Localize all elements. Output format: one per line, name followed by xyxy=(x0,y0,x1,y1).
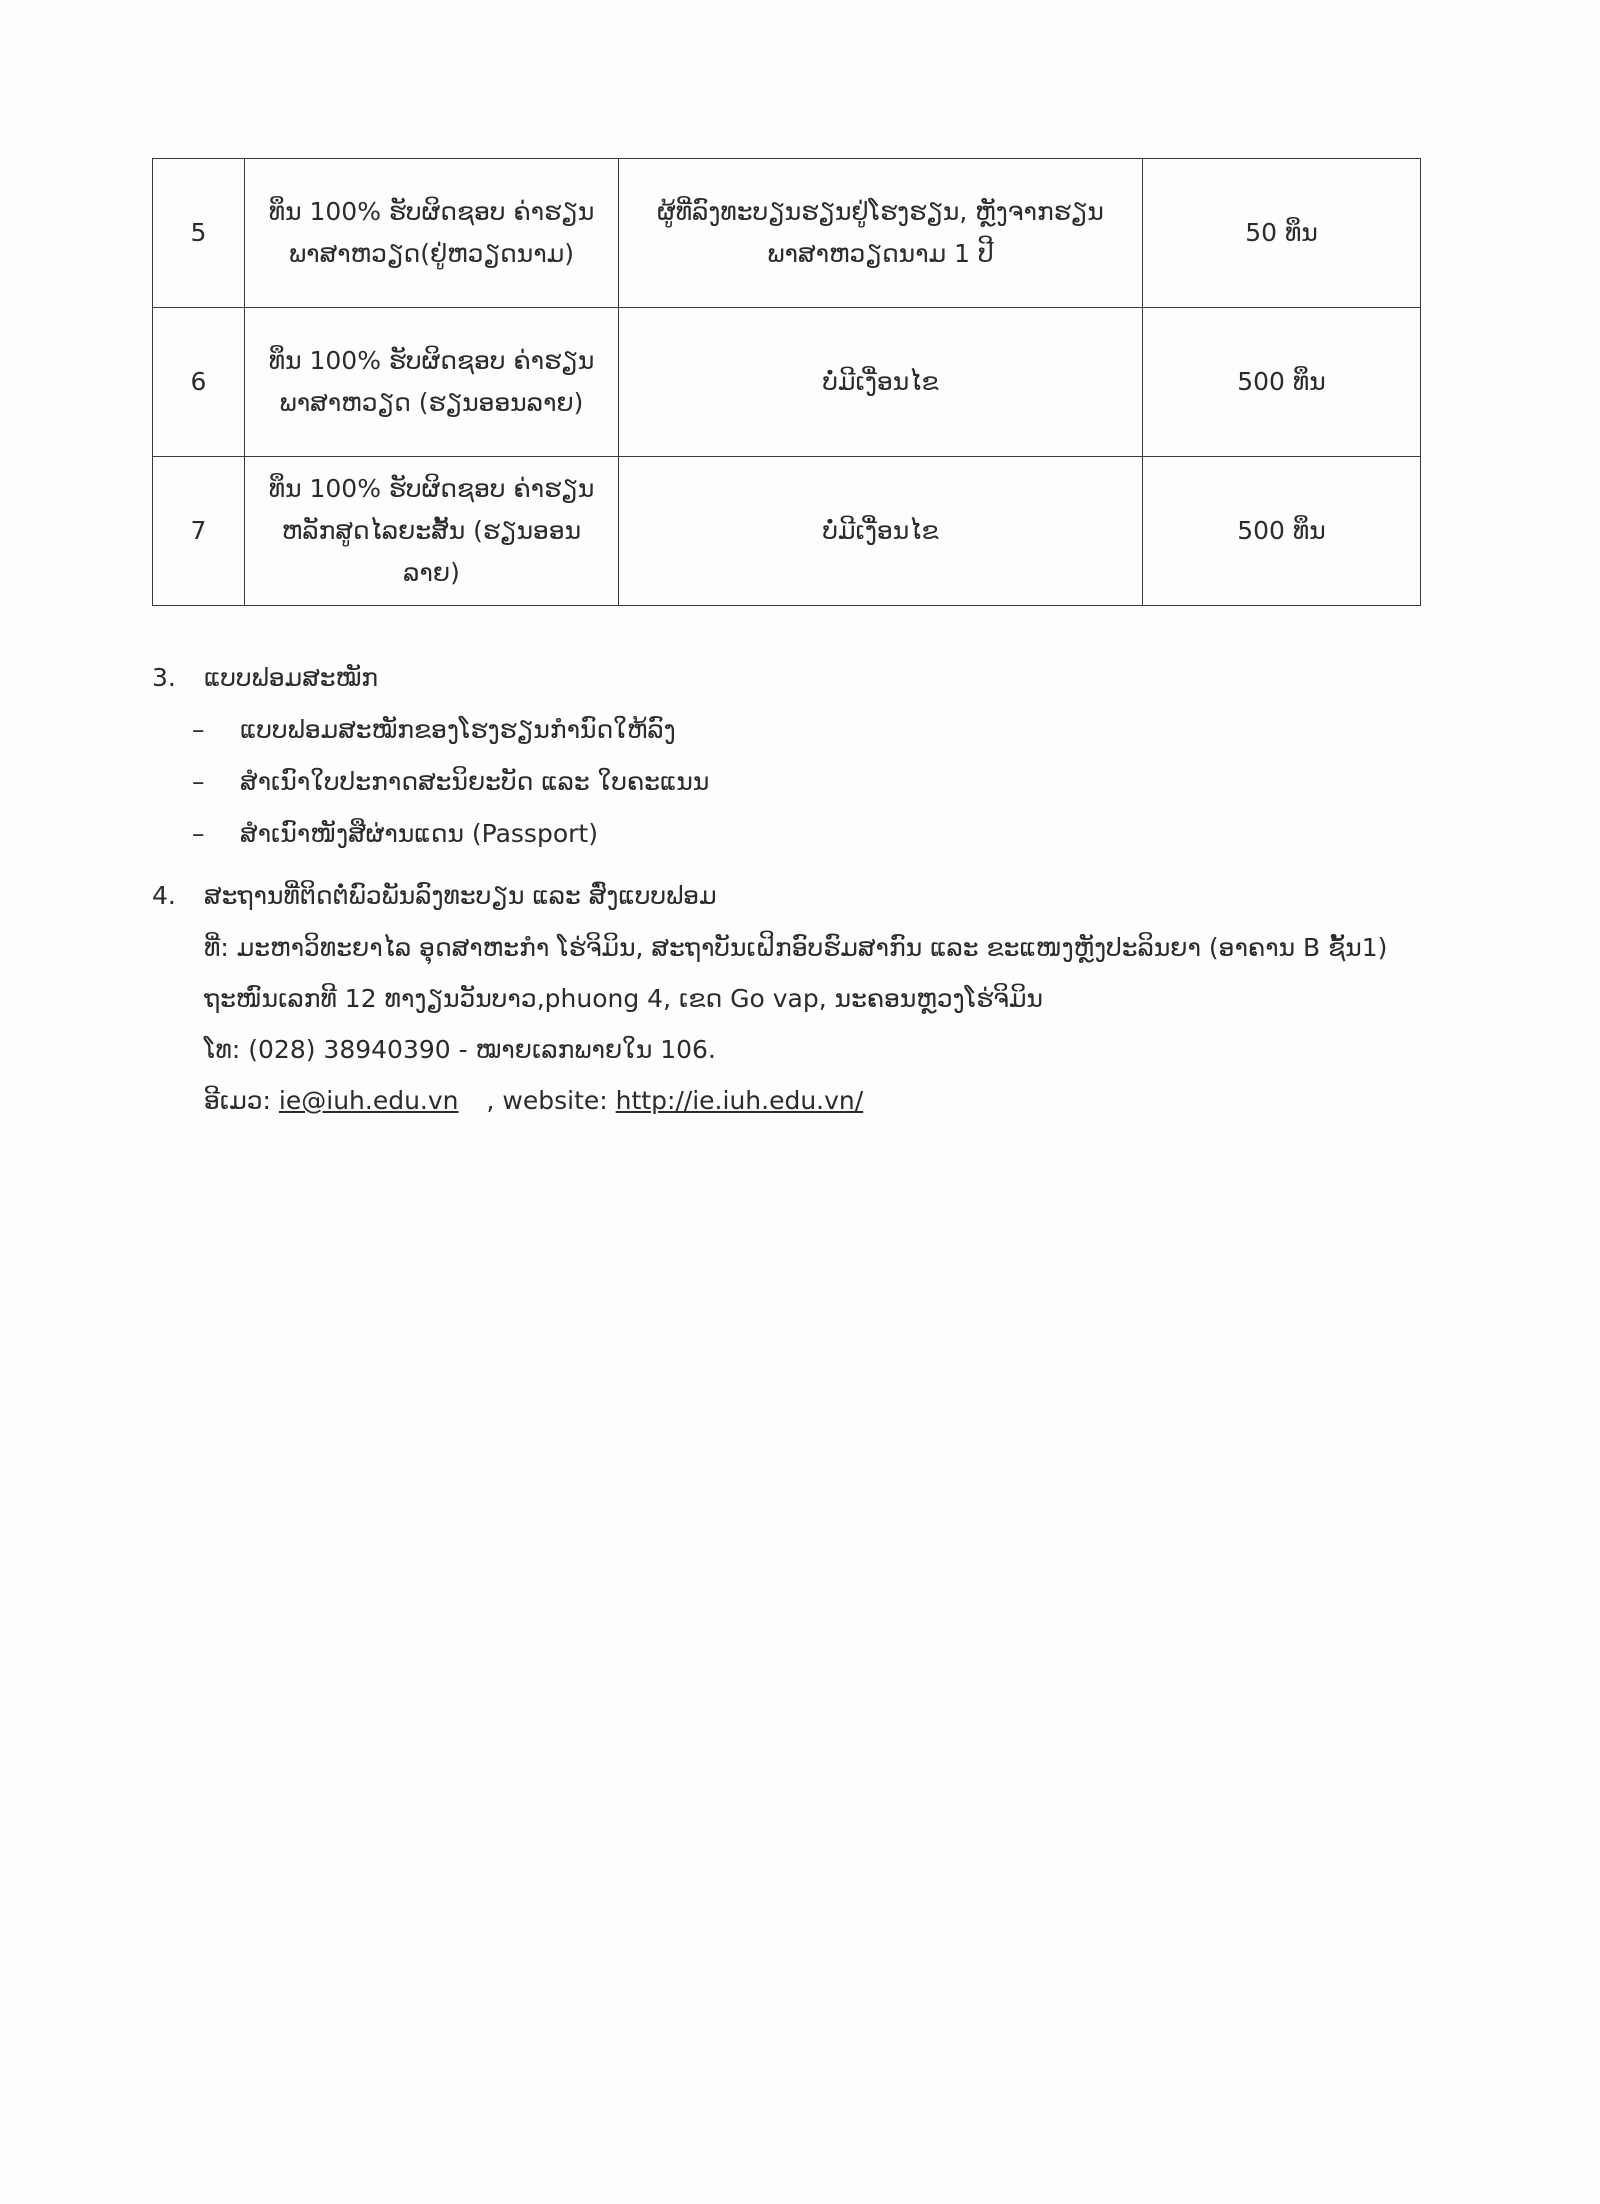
list-item-text: ສໍາເນົາໃບປະກາດສະນິຍະບັດ ແລະ ໃບຄະແນນ xyxy=(240,767,710,796)
list-item-text: ແບບຟອມສະໝັກຂອງໂຮງຮຽນກໍານົດໃຫ້ລົງ xyxy=(240,715,676,744)
section-title: ແບບຟອມສະໝັກ xyxy=(204,663,379,692)
row-number: 7 xyxy=(153,457,245,606)
section-number: 4. xyxy=(152,881,176,910)
scholarship-condition: ບໍ່ມີເງື່ອນໄຂ xyxy=(619,308,1143,457)
list-item xyxy=(192,704,1452,756)
scholarship-type: ທຶນ 100% ຮັບຜິດຊອບ ຄ່າຮຽນພາສາຫວຽດ (ຮຽນອອນລາຍ) xyxy=(245,308,619,457)
website-label: , website: xyxy=(486,1086,608,1115)
table-row xyxy=(153,308,1421,457)
scholarship-type: ທຶນ 100% ຮັບຜິດຊອບ ຄ່າຮຽນພາສາຫວຽດ(ຢູ່ຫວຽດນາມ) xyxy=(245,159,619,308)
scholarship-table xyxy=(152,158,1421,606)
contact-online xyxy=(204,1075,1452,1126)
section-title: ສະຖານທີ່ຕິດຕໍ່ພົວພັນລົງທະບຽນ ແລະ ສົ່ງແບບຟອມ xyxy=(204,881,717,910)
table-row xyxy=(153,159,1421,308)
bullet-dash: – xyxy=(192,715,205,744)
list-item xyxy=(192,756,1452,808)
contact-address: ທີ່: ມະຫາວິທະຍາໄລ ອຸດສາຫະກໍາ ໂຮ່ຈິມິນ, ສະຖາບັນເຝິກອົບຮົມສາກົນ ແລະ ຂະແໜງຫຼັງປະລິນຍາ (ອາຄານ B ຊັ້ນ1) ຖະໜົນເລກທີ 12 ທາງຽນວັນບາວ,phuong 4, ເຂດ Go vap, ນະຄອນຫຼວງໂຮ່ຈິມິນ xyxy=(204,933,1388,1013)
table-row xyxy=(153,457,1421,606)
section-heading xyxy=(152,870,1452,922)
scholarship-quota: 500 ທຶນ xyxy=(1143,457,1421,606)
scholarship-condition: ຜູ້ທີ່ລົງທະບຽນຮຽນຢູ່ໂຮງຮຽນ, ຫຼັງຈາກຮຽນພາສາຫວຽດນາມ 1 ປີ xyxy=(619,159,1143,308)
list-item xyxy=(192,808,1452,860)
email-label: ອີເມວ: xyxy=(204,1086,271,1115)
section-contact xyxy=(152,870,1452,1126)
scholarship-condition: ບໍ່ມີເງື່ອນໄຂ xyxy=(619,457,1143,606)
section-application-form xyxy=(152,652,1452,860)
email-link[interactable]: ie@iuh.edu.vn xyxy=(278,1086,459,1115)
website-link[interactable]: http://ie.iuh.edu.vn/ xyxy=(615,1086,864,1115)
scholarship-quota: 50 ທຶນ xyxy=(1143,159,1421,308)
requirement-list xyxy=(192,704,1452,860)
scholarship-type: ທຶນ 100% ຮັບຜິດຊອບ ຄ່າຮຽນຫລັກສູດໄລຍະສັ້ນ (ຮຽນອອນລາຍ) xyxy=(245,457,619,606)
contact-details xyxy=(204,922,1452,1126)
section-heading xyxy=(152,652,1452,704)
section-number: 3. xyxy=(152,663,176,692)
list-item-text: ສໍາເນົາໜັງສືຜ່ານແດນ (Passport) xyxy=(240,819,598,848)
bullet-dash: – xyxy=(192,819,205,848)
row-number: 5 xyxy=(153,159,245,308)
contact-phone: ໂທ: (028) 38940390 - ໝາຍເລກພາຍໃນ 106. xyxy=(204,1035,716,1064)
scholarship-quota: 500 ທຶນ xyxy=(1143,308,1421,457)
row-number: 6 xyxy=(153,308,245,457)
bullet-dash: – xyxy=(192,767,205,796)
